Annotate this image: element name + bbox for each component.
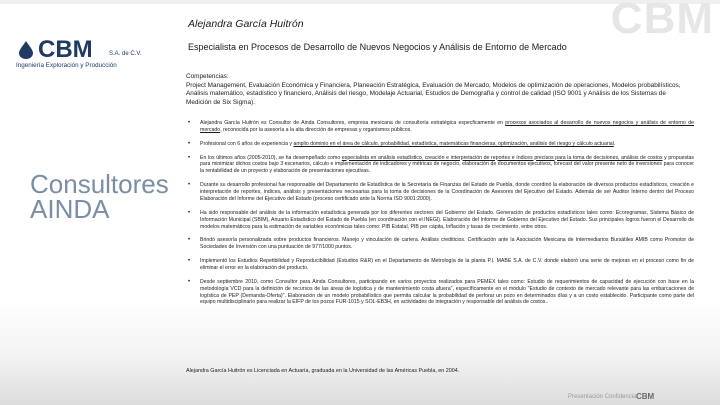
competencias-text: Project Management, Evaluación Económica y Financiera, Planeación Estratégica, Evaluación de Mercado, Modelos de optimización de operaciones, Modelos probabilísticos, Análisis matemático, estadístico y financiero, Análisis del riesgo, Modelaje Actuarial, Estudios de Demografía y control de calidad (ISO 9001 y Análisis de los Sistemas de Medición de Six Sigma).	[186, 81, 681, 106]
footer-confidential-text: Presentación Confidencial	[568, 394, 638, 400]
list-item	[186, 237, 694, 251]
footer-cbm-logo: CBM	[636, 392, 655, 401]
bullet-underlined-text: especialista en análisis estadístico, creación e interpretación de reportes e índices precisos para la toma de decisiones, análisis de costos	[341, 154, 663, 161]
list-item	[186, 120, 694, 134]
bullet-text: Durante su desarrollo profesional fue responsable del Departamento de Estadística de la Secretaría de Finanzas del Estado de Puebla, donde coordinó la elaboración de diversos productos estadísticos, creación e interpretación de reportes, índices, análisis y presentaciones necesarias para la toma de decisiones de la Coordinación de Asesores del Ejecutivo del Estado. Además de ser Auditor Interno dentro del Proceso Elaboración del Informe del Ejecutivo del Estado (proceso certificado ante la Norma ISO 9001:2000).	[200, 182, 694, 202]
bullet-icon: •	[188, 258, 191, 265]
logo-tagline: Ingeniería Exploración y Producción	[16, 62, 117, 69]
list-item	[186, 155, 694, 176]
list-item	[186, 210, 694, 231]
list-item	[186, 182, 694, 203]
bullet-icon: •	[188, 182, 191, 189]
bullet-text: Alejandra García Huitrón es Consultor de Ainda Consultores, empresa mexicana de consultoría estratégica especficamente en	[200, 120, 506, 126]
bullet-text: Profesional con 6 años de experiencia y	[200, 140, 294, 147]
bullet-icon: •	[188, 154, 191, 161]
bullet-text-end: , reconocida por la asesoría a la alta dirección de empresas y organismos públicos.	[220, 126, 412, 133]
cbm-watermark: CBM	[610, 0, 714, 43]
bullet-text-end: y propuestas para minimizar dichos costos bajo 3 escenarios, cálculo e implementación de indicadores y métricas de negocio, elaboración de documentos ejecutivos, forecast del valor presente neto de inversiones para conocer la rentabilidad de un proyecto y elaboración de presentaciones ejecutivas.	[200, 154, 694, 175]
brand-line-1: Consultores	[30, 169, 169, 199]
experience-list	[186, 120, 694, 313]
bullet-text: Desde septiembre 2010, como Consultor para Ainda Consultores, participando en varios proyectos realizados para PEMEX tales como: Estudio de requerimientos de capacidad de ejecución con base en la metodología VCD para la definición de recursos de las áreas de logística y de mantenimiento costa afuera", específicamente en el módulo "Estudio de contexto de mercado relevante para las embarcaciones de logística de PEP (Demanda-Oferta)". Elaboración de un modelo probabilístico que permita calcular la probabilidad de perforar un pozo en determinados días y a un costo establecido. Participante como parte del equipo multidisciplinario para realizar la EIFP de los pozos FUR-1015 y SOL-EB3H, en actividades de integración y responsable del análisis de costos..	[200, 278, 694, 306]
bullet-text: Ha sido responsable del análisis de la información estadística generada por los diferentes sectores del Gobierno del Estado. Generación de productos estadísticos tales como: Ecoregramas, Sistema Básico de Información Municipal (SBIM), Anuario Estadístico del Estado de Puebla (en coordinación con el INEGI). Elaboración del Informe de Gobierno del Ejecutivo del Estado. Sus principales logros fueron el Desarrollo de modelos matemáticos para la estimación de variables económicas tales como: PIB Estatal, PIB per cápita, Inflación y tasas de crecimiento, entre otros.	[200, 209, 694, 230]
bullet-text: Implementó los Estudios Repetibilidad y Reproducibilidad (Estudios R&R) en el Departamento de Metrología de la planta P.I. MABE S.A. de C.V. donde elaboró una serie de mejoras en el proceso como fin de eliminar el error en la elaboración del producto.	[200, 258, 694, 271]
drop-icon	[16, 40, 36, 60]
bullet-text: Brindó asesoría personalizada sobre productos financieros. Manejo y vinculación de cartera. Análisis crediticios. Certificación ante la Asociación Mexicana de Intermediarios Bursátiles AMIB como Promotor de Sociedades de Inversión con una puntuación de 977/1000 puntos.	[200, 237, 694, 251]
bullet-underlined-text: procesos asociados al desarrollo de nuevos negocios y análisis de entorno de mercado	[200, 120, 694, 133]
list-item	[186, 279, 694, 307]
person-title: Especialista en Procesos de Desarrollo de Nuevos Negocios y Análisis de Entorno de Mercado	[188, 42, 567, 52]
bullet-icon: •	[188, 237, 191, 244]
bullet-icon: •	[188, 278, 191, 285]
logo-wordmark: CBM	[38, 36, 93, 63]
bullet-underlined-text: amplio dominio en el área de cálculo, probabilidad, estadística, matemáticas financieras, optimización, análisis del riesgo y cálculo actuarial	[293, 140, 614, 147]
footer	[0, 392, 720, 405]
list-item	[186, 141, 694, 148]
person-name: Alejandra García Huitrón	[188, 18, 304, 30]
bullet-text-end: .	[613, 140, 616, 147]
brand-consultores-ainda	[30, 169, 169, 224]
bullet-icon: •	[188, 120, 191, 126]
closing-statement: Alejandra García Huitrón es Licenciada en Actuaría, graduada en la Universidad de las Américas Puebla, en 2004.	[186, 368, 460, 374]
logo-suffix: S.A. de C.V.	[109, 51, 142, 57]
list-item	[186, 258, 694, 272]
bullet-icon: •	[188, 140, 191, 147]
bullet-text: En los últimos años (2005-2010), se ha desempeñado como	[200, 154, 342, 161]
bullet-icon: •	[188, 209, 191, 216]
competencias-block	[186, 73, 692, 107]
competencias-label: Competencias:	[186, 73, 229, 80]
cbm-logo	[16, 38, 166, 78]
brand-line-2: AINDA	[30, 194, 110, 224]
